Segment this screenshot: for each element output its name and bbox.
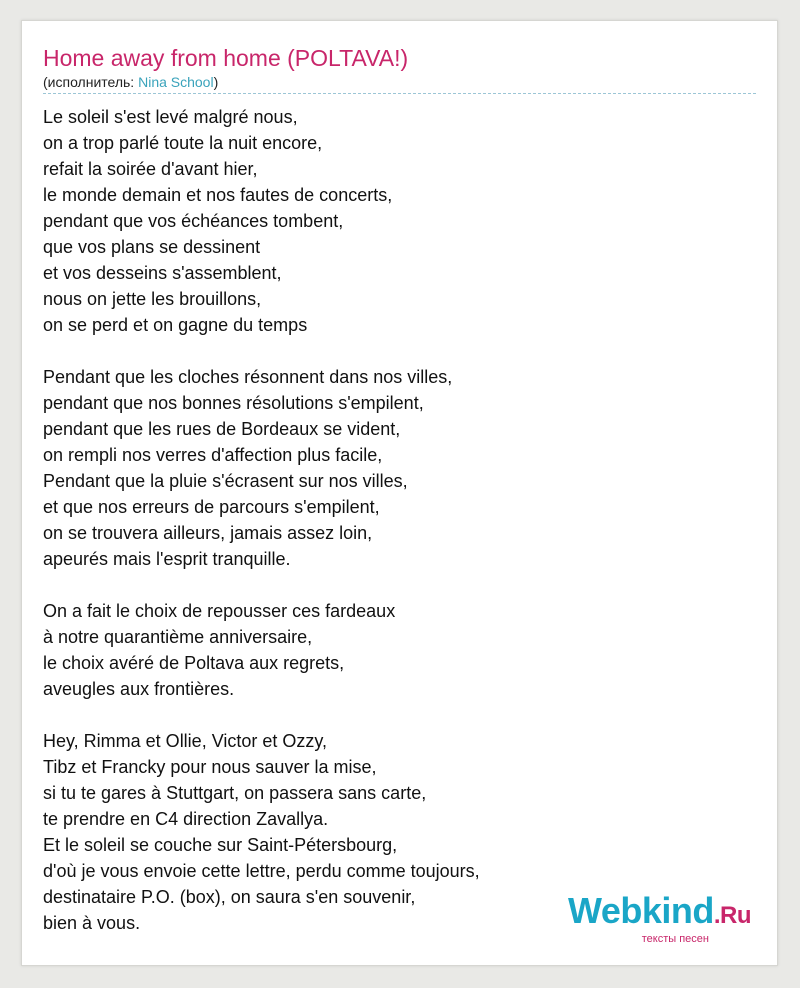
lyrics-line: et vos desseins s'assemblent, — [43, 263, 282, 283]
lyrics-line: d'où je vous envoie cette lettre, perdu comme toujours, — [43, 861, 480, 881]
lyrics-stanza — [43, 598, 480, 702]
lyrics-line: on se trouvera ailleurs, jamais assez loin, — [43, 523, 373, 543]
artist-suffix: ) — [213, 74, 219, 90]
lyrics-stanza — [43, 364, 480, 572]
lyrics-line: aveugles aux frontières. — [43, 679, 235, 699]
lyrics-line: Le soleil s'est levé malgré nous, — [43, 107, 298, 127]
lyrics-stanza — [43, 728, 480, 936]
lyrics-line: te prendre en C4 direction Zavallya. — [43, 809, 329, 829]
lyrics-line: on se perd et on gagne du temps — [43, 315, 308, 335]
webkind-logo[interactable] — [567, 890, 751, 945]
lyrics-line: Hey, Rimma et Ollie, Victor et Ozzy, — [43, 731, 328, 751]
artist-link[interactable]: Nina School — [138, 74, 214, 90]
song-title: Home away from home (POLTAVA!) — [43, 45, 409, 71]
lyrics-card — [21, 20, 778, 966]
artist-line — [43, 73, 218, 91]
lyrics-stanza — [43, 104, 480, 338]
lyrics-body — [43, 104, 480, 962]
logo-tagline: тексты песен — [641, 933, 709, 945]
lyrics-line: refait la soirée d'avant hier, — [43, 159, 258, 179]
logo-wordmark — [567, 890, 751, 933]
title-divider — [43, 93, 756, 94]
lyrics-line: et que nos erreurs de parcours s'empilent, — [43, 497, 380, 517]
lyrics-line: pendant que nos bonnes résolutions s'empilent, — [43, 393, 424, 413]
lyrics-line: que vos plans se dessinent — [43, 237, 261, 257]
lyrics-line: pendant que vos échéances tombent, — [43, 211, 344, 231]
lyrics-line: à notre quarantième anniversaire, — [43, 627, 313, 647]
lyrics-line: on a trop parlé toute la nuit encore, — [43, 133, 323, 153]
lyrics-line: apeurés mais l'esprit tranquille. — [43, 549, 291, 569]
lyrics-line: pendant que les rues de Bordeaux se vident, — [43, 419, 401, 439]
lyrics-line: Pendant que les cloches résonnent dans nos villes, — [43, 367, 453, 387]
lyrics-line: le choix avéré de Poltava aux regrets, — [43, 653, 345, 673]
artist-prefix: (исполнитель: — [43, 74, 139, 90]
lyrics-line: le monde demain et nos fautes de concerts, — [43, 185, 393, 205]
lyrics-line: si tu te gares à Stuttgart, on passera sans carte, — [43, 783, 427, 803]
lyrics-line: On a fait le choix de repousser ces fardeaux — [43, 601, 396, 621]
lyrics-line: on rempli nos verres d'affection plus facile, — [43, 445, 383, 465]
lyrics-line: Et le soleil se couche sur Saint-Pétersbourg, — [43, 835, 398, 855]
lyrics-line: Tibz et Francky pour nous sauver la mise, — [43, 757, 377, 777]
lyrics-line: destinataire P.O. (box), on saura s'en souvenir, — [43, 887, 416, 907]
lyrics-line: bien à vous. — [43, 913, 141, 933]
lyrics-line: Pendant que la pluie s'écrasent sur nos villes, — [43, 471, 408, 491]
logo-suffix: .Ru — [713, 902, 751, 929]
lyrics-line: nous on jette les brouillons, — [43, 289, 262, 309]
logo-main-text: Webkind — [567, 890, 714, 931]
